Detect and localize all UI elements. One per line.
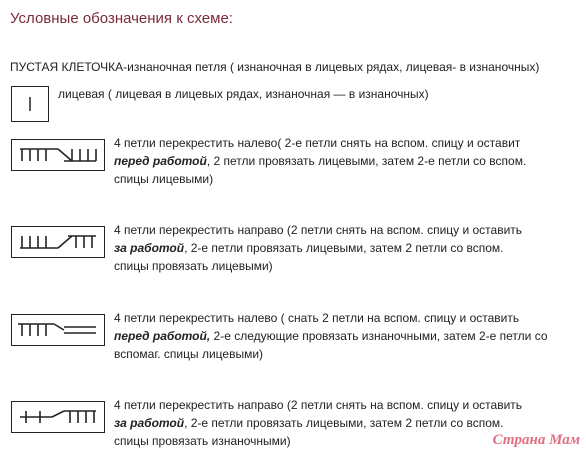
emphasis: за работой <box>114 241 185 255</box>
knit-stitch-description: лицевая ( лицевая в лицевых рядах, изнаночная — в изнаночных) <box>58 87 429 101</box>
emphasis: перед работой <box>114 154 207 168</box>
cable-left-knit-description: 4 петли перекрестить налево( 2-е петли снять на вспом. спицу и оставит перед работой, 2 петли провязать лицевыми, затем 2-е петли со вспом. спицы лицевыми) <box>114 136 527 186</box>
cable-right-purl-symbol <box>11 401 105 433</box>
cable-right-purl-description: 4 петли перекрестить направо (2 петли снять на вспом. спицу и оставить за работой, 2-е петли провязать лицевыми, затем 2 петли со вспом. спицы провязать изнаночными) <box>114 398 523 448</box>
cable-left-purl-symbol <box>11 314 105 346</box>
legend-title: Условные обозначения к схеме: <box>10 10 233 27</box>
cable-right-knit-symbol <box>11 226 105 258</box>
knit-stitch-symbol <box>11 86 49 122</box>
emphasis: за работой <box>114 416 185 430</box>
watermark: Страна Мам <box>492 432 580 448</box>
cable-left-knit-symbol <box>11 139 105 171</box>
empty-cell-description: ПУСТАЯ КЛЕТОЧКА-изнаночная петля ( изнаночная в лицевых рядах, лицевая- в изнаночных) <box>10 60 540 74</box>
cable-left-purl-description: 4 петли перекрестить налево ( снать 2 петли на вспом. спицу и оставить перед работой, 2-е следующие провязать изнаночными, затем 2-е петли со вспомаг. спицы лицевыми) <box>114 311 548 361</box>
cable-right-knit-description: 4 петли перекрестить направо (2 петли снять на вспом. спицу и оставить за работой, 2-е петли провязать лицевыми, затем 2 петли со вспом. спицы провязать лицевыми) <box>114 223 523 273</box>
emphasis: перед работой, <box>114 329 211 343</box>
